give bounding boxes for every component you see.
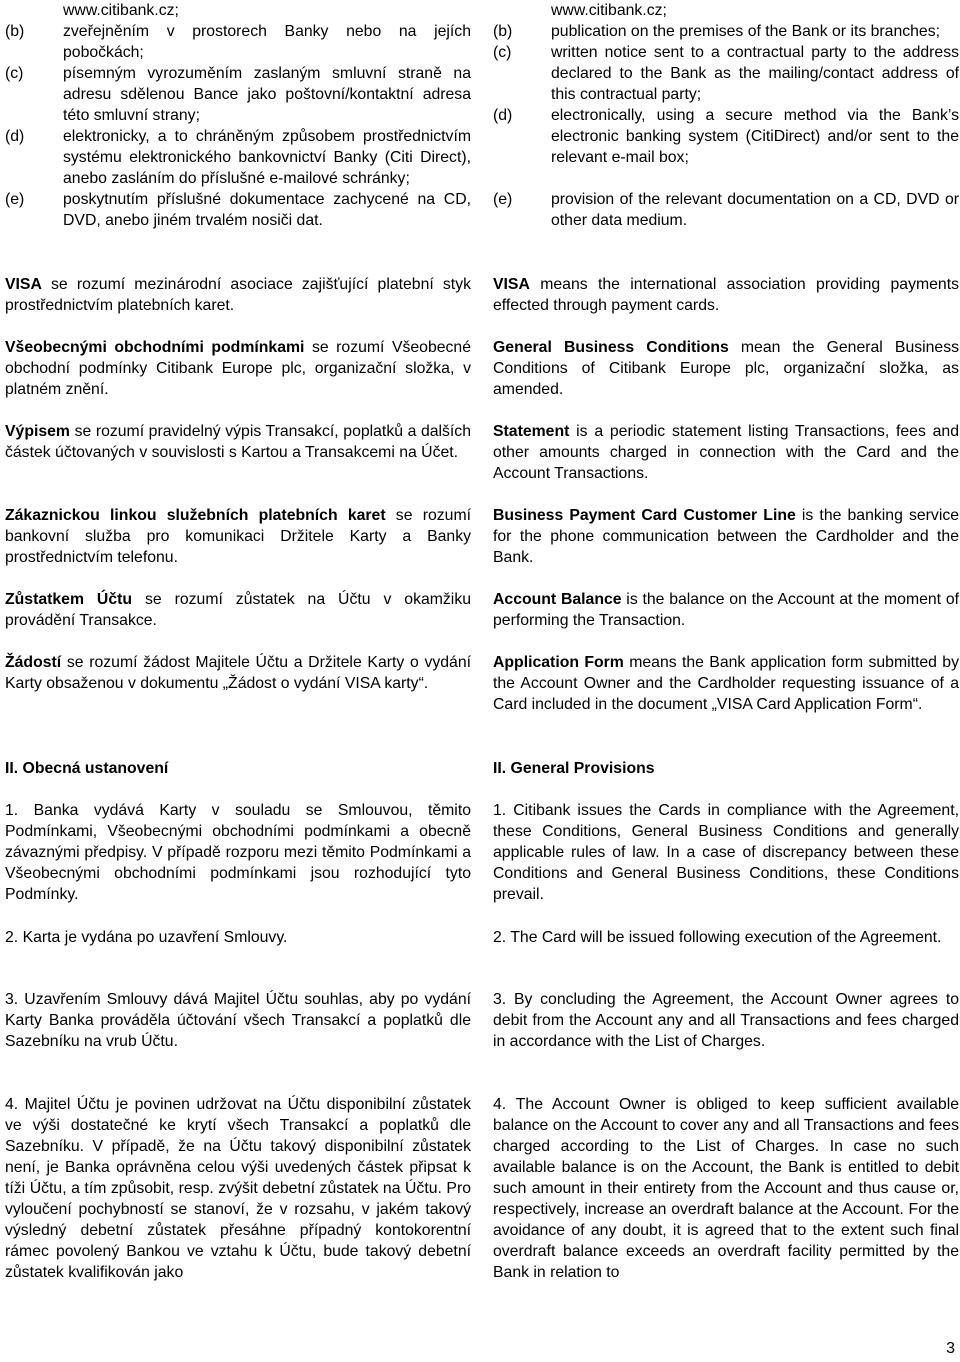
- def-term: General Business Conditions: [493, 339, 729, 356]
- def-term: Statement: [493, 423, 570, 440]
- left-paragraph-1: 1. Banka vydává Karty v souladu se Smlouvou, těmito Podmínkami, Všeobecnými obchodními podmínkami a obecně závaznými předpisy. V případě rozporu mezi těmito Podmínkami a Všeobecnými obchodními podmínkami jsou rozhodující tyto Podmínky.: [5, 802, 471, 903]
- item-label: (d): [493, 107, 513, 124]
- spacer: [493, 168, 959, 189]
- def-text: means the Bank application form submitted by the Account Owner and the Cardholder requesting issuance of a Card included in the document „VISA Card Application Form“.: [493, 654, 959, 713]
- def-term: Account Balance: [493, 591, 622, 608]
- left-paragraph-2: 2. Karta je vydána po uzavření Smlouvy.: [5, 929, 288, 946]
- def-term: Application Form: [493, 654, 624, 671]
- item-label: (b): [5, 23, 25, 40]
- left-paragraph-4: 4. Majitel Účtu je povinen udržovat na Účtu disponibilní zůstatek ve výši dostatečné ke krytí všech Transakcí a poplatků dle Sazebníku. V případě, že na Účtu takový disponibilní zůstatek není, je Banka oprávněna celou výši uvedených částek připsat k tíži Účtu, a tím způsobit, resp. zvýšit debetní zůstatek na Účtu. Pro vyloučení pochybností se stanoví, že v rozsahu, v jakém takový výsledný debetní zůstatek přesáhne případný kontokorentní rámec povolený Bankou ve vztahu k Účtu, bude takový debetní zůstatek kvalifikován jako: [5, 1096, 471, 1281]
- def-text: is the balance on the Account at the moment of performing the Transaction.: [493, 591, 959, 629]
- left-def-application: [5, 652, 471, 694]
- def-text: se rozumí bankovní služba pro komunikaci Držitele Karty a Banky prostřednictvím telefonu.: [5, 507, 471, 566]
- item-label: (e): [5, 191, 25, 208]
- item-text: zveřejněním v prostorech Banky nebo na jejích pobočkách;: [63, 23, 471, 61]
- right-paragraph-3: 3. By concluding the Agreement, the Account Owner agrees to debit from the Account any and all Transactions and fees charged in accordance with the List of Charges.: [493, 991, 959, 1050]
- item-text: publication on the premises of the Bank or its branches;: [551, 23, 940, 40]
- right-section-heading: [493, 758, 959, 779]
- left-column-czech: [5, 0, 472, 1281]
- right-item-b: [493, 21, 959, 42]
- left-item-d: [5, 126, 471, 189]
- right-def-application: [493, 652, 959, 715]
- left-item-e: [5, 189, 471, 231]
- left-paragraph-3: 3. Uzavřením Smlouvy dává Majitel Účtu souhlas, aby po vydání Karty Banka prováděla účtování všech Transakcí a poplatků dle Sazebníku na vrub Účtu.: [5, 991, 471, 1050]
- item-label: (c): [5, 65, 24, 82]
- item-label: (e): [493, 191, 513, 208]
- left-item-c: [5, 63, 471, 126]
- def-text: se rozumí Všeobecné obchodní podmínky Citibank Europe plc, organizační složka, v platném znění.: [5, 339, 471, 398]
- item-text: elektronicky, a to chráněným způsobem prostřednictvím systému elektronického bankovnictví Banky (Citi Direct), anebo zasláním do příslušné e-mailové schránky;: [63, 128, 471, 187]
- page-number: 3: [946, 1340, 955, 1357]
- def-term: VISA: [493, 276, 530, 293]
- item-label: (c): [493, 44, 512, 61]
- right-paragraph-2: 2. The Card will be issued following execution of the Agreement.: [493, 929, 942, 946]
- item-text: written notice sent to a contractual party to the address declared to the Bank as the mailing/contact address of this contractual party;: [551, 44, 959, 103]
- left-url-line: www.citibank.cz;: [63, 2, 179, 19]
- def-text: se rozumí mezinárodní asociace zajišťující platební styk prostřednictvím platebních karet.: [5, 276, 471, 314]
- left-def-visa: [5, 274, 471, 316]
- right-paragraph-4: 4. The Account Owner is obliged to keep sufficient available balance on the Account to cover any and all Transactions and fees charged according to the List of Charges. In case no such available balance is on the Account, the Bank is entitled to debit such amount in their entirety from the Account and thus cause or, respectively, increase an overdraft balance at the Account. For the avoidance of any doubt, it is agreed that to the extent such final overdraft balance exceeds an overdraft facility permitted by the Bank in relation to: [493, 1096, 959, 1281]
- def-term: Výpisem: [5, 423, 70, 440]
- right-def-general-conditions: [493, 337, 959, 400]
- left-def-statement: [5, 421, 471, 463]
- right-def-visa: [493, 274, 959, 316]
- def-term: Všeobecnými obchodními podmínkami: [5, 339, 305, 356]
- def-term: Business Payment Card Customer Line: [493, 507, 796, 524]
- def-term: Zákaznickou linkou služebních platebních karet: [5, 507, 386, 524]
- def-text: se rozumí pravidelný výpis Transakcí, poplatků a dalších částek účtovaných v souvislosti s Kartou a Transakcemi na Účet.: [5, 423, 471, 461]
- right-def-statement: [493, 421, 959, 484]
- item-text: electronically, using a secure method via the Bank’s electronic banking system (CitiDirect) and/or sent to the relevant e-mail box;: [551, 107, 959, 166]
- left-def-customer-line: [5, 505, 471, 568]
- right-item-e: [493, 189, 959, 231]
- item-text: písemným vyrozuměním zaslaným smluvní straně na adresu sdělenou Bance jako poštovní/kontaktní adresa této smluvní strany;: [63, 65, 471, 124]
- right-column-english: [493, 0, 960, 1281]
- right-item-d: [493, 105, 959, 168]
- def-text: se rozumí žádost Majitele Účtu a Držitele Karty o vydání Karty obsaženou v dokumentu „Žádost o vydání VISA karty“.: [5, 654, 471, 692]
- def-term: Zůstatkem Účtu: [5, 591, 133, 608]
- right-def-customer-line: [493, 505, 959, 568]
- item-text: poskytnutím příslušné dokumentace zachycené na CD, DVD, anebo jiném trvalém nosiči dat.: [63, 191, 471, 229]
- left-def-general-conditions: [5, 337, 471, 400]
- section-heading-text: II. General Provisions: [493, 760, 655, 777]
- right-paragraph-1: 1. Citibank issues the Cards in compliance with the Agreement, these Conditions, General Business Conditions and generally applicable rules of law. In a case of discrepancy between these Conditions and General Business Conditions, these Conditions prevail.: [493, 802, 959, 903]
- def-term: VISA: [5, 276, 42, 293]
- def-text: means the international association providing payments effected through payment cards.: [493, 276, 959, 314]
- def-text: is the banking service for the phone communication between the Cardholder and the Bank.: [493, 507, 960, 566]
- item-label: (b): [493, 23, 513, 40]
- left-def-account-balance: [5, 589, 471, 631]
- def-text: is a periodic statement listing Transactions, fees and other amounts charged in connection with the Card and the Account Transactions.: [493, 423, 959, 482]
- def-text: se rozumí zůstatek na Účtu v okamžiku provádění Transakce.: [5, 591, 472, 629]
- def-term: Žádostí: [5, 654, 62, 671]
- item-label: (d): [5, 128, 25, 145]
- item-text: provision of the relevant documentation on a CD, DVD or other data medium.: [551, 191, 959, 229]
- section-heading-text: II. Obecná ustanovení: [5, 760, 169, 777]
- right-def-account-balance: [493, 589, 959, 631]
- def-text: mean the General Business Conditions of Citibank Europe plc, organizační složka, as amended.: [493, 339, 960, 398]
- left-item-b: [5, 21, 471, 63]
- right-item-c: [493, 42, 959, 105]
- left-section-heading: [5, 758, 471, 779]
- right-url-line: www.citibank.cz;: [551, 2, 667, 19]
